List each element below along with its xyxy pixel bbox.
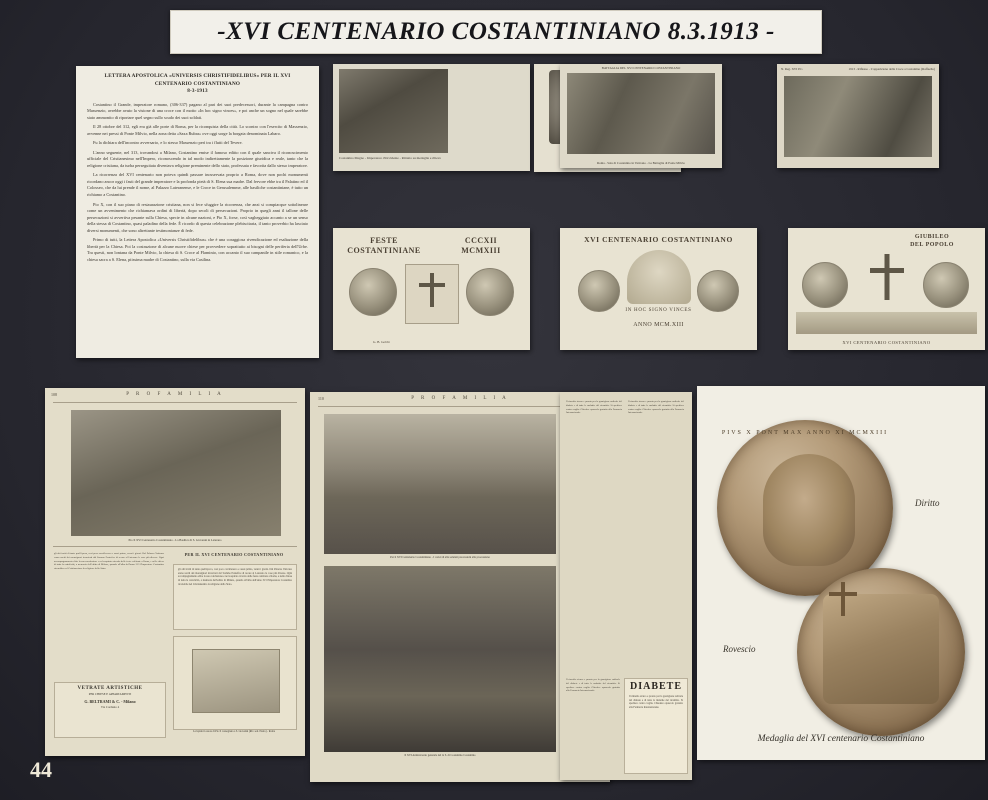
card1-cross-vertical [430, 273, 434, 307]
ad-sub2: G. BELTRAMI & C. - Milano [84, 698, 136, 704]
medal-reverse-cross-horizontal [829, 592, 857, 596]
mag-left-rule [53, 402, 297, 403]
magazine-page-pro-familia-108[interactable] [45, 388, 305, 756]
letter-heading [76, 66, 319, 100]
medal-reverse [797, 568, 965, 736]
card3-scene-image [796, 312, 977, 334]
card2-motto: IN HOC SIGNO VINCES [625, 308, 692, 313]
letter-paragraph: Pio X, con il suo piano di restaurazione cristiana, non si fece sfuggire la ricorrenza, che anzi si compiacque sottolineare come un avvenimento che richiamava ordini di libertà, dopo secoli di persecuzioni. Proprio in quegli anni il tallone delle persecuzioni si avvertiva pesante sulla Chiesa, specie in alcune nazioni, e Pio X, forse, così vagheggiato accanto a se un senso della stessa di Costantino, quasi paladino della fede. È ricordo di questa celebrazione plebiscitaria, il tanto proverbio ha lasciato diversi monumenti, che sono altrettante testimonianze di fede. [87, 201, 308, 233]
card3-title [895, 234, 969, 250]
card3-cross-vertical [884, 254, 889, 300]
card1-cross-horizontal [419, 283, 445, 287]
fresco-b-right-label: 1913 - Riflesso - L'apparizione della Croce a Costantino (Raffaello) [848, 67, 935, 71]
ad-sub3: Via Cordusio 4 [100, 705, 120, 710]
mag-left-advertisement[interactable] [54, 682, 166, 738]
mag-mid-photo-bottom [324, 566, 556, 752]
mag-left-plaque-caption: La lapide in onore di Pio X consegnata a S. Giovanni (Riv. sett. Pietro) - Roma [193, 730, 275, 733]
card1-title-line1: FESTE [370, 236, 398, 245]
card1-medallion-right [466, 268, 514, 316]
card3-medallion-left [802, 262, 848, 308]
mag-left-article-text: gli alti inviti di tante quell'epoca, così poco cavalleresco e assai primo, venni i giorni. Dal Palazzo Vaticano erano usciti dei monsignori incaricati dal Sommo Pontefice di recare al Laterano le cose più diverse. Ogni accompagnamento ebbe la sua conclusione e nel sospirato ricordo delle feste celebrate a Roma, e nelle chiese di tutta la cattolicità, a memoria dell'editto di Milano, quando all'alba dell'anno 313 l'Imperatore Costantino riconobbe nel Cristianesimo la religione dello Stato. [178, 568, 292, 586]
bas-relief-image [339, 69, 448, 153]
postcard-battle-of-milvian-bridge[interactable] [560, 64, 722, 168]
postcard-vision-of-the-cross[interactable] [777, 64, 939, 168]
mag-left-photo [71, 410, 281, 536]
bas-relief-caption: Costantino Magno - Imperatore d'Occidente - Ritratto su medaglia e rilievo [339, 156, 442, 160]
letter-paragraph: Costantino il Grande, imperatore romano, (306-337) pagano al pari dei suoi predecessori, durante la campagna contro Massenzio, avrebbe avuto la visione di una croce con il motto «In hoc signo vinces», e poi anche un sogno nel quale sarebbe stato ammonito di riportare quel segno sullo scudo dei suoi soldati. [87, 101, 308, 120]
mag-left-plaque-image [173, 636, 297, 730]
page-title-text: -XVI CENTENARIO COSTANTINIANO 8.3.1913 - [217, 18, 775, 45]
ad-title: VETRATE ARTISTICHE [77, 686, 143, 691]
letter-paragraph: Fu la dichiara dell'incontro avversario, e lo stesso Massenzio perì tra i flutti del Tevere. [93, 140, 243, 146]
card2-tiara-emblem [627, 250, 691, 304]
card1-title-line2: COSTANTINIANE [347, 246, 421, 255]
medal-plate-sheet[interactable] [697, 386, 985, 760]
card3-title-line1: GIUBILEO [914, 234, 950, 240]
letter-heading-line3: 8-3-1913 [187, 88, 208, 95]
medal-sheet-caption: Medaglia del XVI centenario Costantiniano [757, 734, 925, 744]
letter-paragraph: Il 28 ottobre del 312, egli era già alle porte di Roma, per la riconquista della città. Lo scontro con l'esercito di Massenzio, avvenne nei pressi di Ponte Milvio, nella zona detta «Saxa Rubra» ove oggi sorge la borgata denominata Labaro. [87, 124, 308, 136]
mag-mid-masthead: P R O F A M I L I A [411, 396, 509, 401]
card2-medallion-left [578, 270, 620, 312]
card1-center-panel [405, 264, 459, 324]
letter-paragraph: L'anno seguente, nel 313, trovandosi a Milano, Costantino emise il famoso editto con il quale sanciva il riconoscimento ufficiale del Cristianesimo nell'Impero, riconoscendo in tal modo indirettamente la posizione giuridica e reale, tanto che la religione cristiana, da turba perseguitata diventava religione preminente dello stato, professata e favorita dallo stesso imperatore. [87, 149, 308, 168]
right-col-text-c: Il rimedio sicuro e pronto per la guarigione radicale del diabete e di tutte le malattie del ricambio. Si spedisce contro vaglia. Chiedere opuscolo gratuito alla Farmacia Internazionale. [566, 678, 620, 693]
mag-left-photo-caption: Pio X XVI Centenario Costantiniano - La Basilica di S. Giovanni in Laterano [128, 538, 222, 542]
fresco-b-image [784, 76, 932, 157]
fresco-a-image [567, 73, 715, 154]
mag-mid-photo-top [324, 414, 556, 554]
card1-medallion-left [349, 268, 397, 316]
mag-left-page-number: 108 [51, 392, 57, 397]
right-col-text-a: Il rimedio sicuro e pronto per la guarigione radicale del diabete e di tutte le malattie del ricambio. Si spedisce contro vaglia. Chiedere opuscolo gratuito alla Farmacia Internazionale. [566, 400, 622, 415]
commemorative-card-feste-costantiniane[interactable] [333, 228, 530, 350]
postcard-constantine-bas-relief[interactable] [333, 64, 530, 171]
letter-heading-line1: LETTERA APOSTOLICA «UNIVERSIS CHRISTIFIDELIBUS» PER IL XVI [104, 73, 291, 79]
diabete-advertisement[interactable] [624, 678, 688, 774]
mag-left-column-text: gli alti inviti di tante quell'epoca, così poco cavalleresco e assai primo, venni i giorni. Dal Palazzo Vaticano erano usciti dei monsignori incaricati dal Sommo Pontefice di recare al Laterano le cose più diverse. Ogni accompagnamento ebbe la sua conclusione e nel sospirato ricordo delle feste celebrate a Roma, e nelle chiese di tutta la cattolicità, a memoria dell'editto di Milano, quando all'alba dell'anno 313 l'Imperatore Costantino riconobbe nel Cristianesimo la religione dello Stato. [54, 552, 164, 570]
fresco-b-labels [781, 67, 935, 71]
medal-obverse-profile [763, 454, 855, 566]
medal-reverse-cross-vertical [841, 582, 845, 616]
medal-obverse-legend: PIVS X PONT MAX ANNO XI MCMXIII [721, 430, 889, 436]
ad-sub1: PER CHIESE E APPARTAMENTI [88, 692, 132, 696]
plaque-inner [192, 649, 280, 713]
magazine-right-text-column[interactable] [560, 392, 692, 780]
fresco-a-bottom-label: Roma - Sala di Costantino in Vaticano - La Battaglia di Ponte Milvio [597, 161, 685, 165]
apostolic-letter-document[interactable] [76, 66, 319, 358]
diabete-ad-text: Il rimedio sicuro e pronto per la guarigione radicale del diabete e di tutte le malattie del ricambio. Si spedisce contro vaglia. Chiedere opuscolo gratuito alla Farmacia Internazionale. [629, 695, 683, 709]
card1-title-left [345, 236, 423, 256]
card1-title-right2: MCMXIII [461, 246, 501, 255]
card3-cross-horizontal [870, 268, 904, 273]
diabete-ad-title: DIABETE [629, 681, 682, 692]
card2-medallion-right [697, 270, 739, 312]
card1-title-right [446, 236, 516, 256]
medal-reverse-label: Rovescio [723, 644, 756, 654]
card3-medallion-right [923, 262, 969, 308]
mag-left-article-title: PER IL XVI CENTENARIO COSTANTINIANO [184, 552, 284, 557]
right-col-text-b: Il rimedio sicuro e pronto per la guarigione radicale del diabete e di tutte le malattie del ricambio. Si spedisce contro vaglia. Chiedere opuscolo gratuito alla Farmacia Internazionale. [628, 400, 684, 415]
mag-left-masthead: P R O F A M I L I A [126, 392, 224, 397]
page-title [170, 10, 822, 54]
commemorative-card-giubileo-del-popolo[interactable] [788, 228, 985, 350]
mag-mid-photo-top-caption: Per il XVI Centenario Costantiniano - I cortei di alle solenni processioni alla processione [390, 556, 490, 559]
card1-signature: G. B. Gobbi [373, 340, 390, 344]
medal-obverse-label: Diritto [915, 498, 940, 508]
letter-paragraph: Primo di tutti, la Lettera Apostolica «Universis Christifidelibus» che è una coraggiosa rivendicazione ed esaltazione della libertà per la Chiesa. Poi la costruzione di alcune nuove chiese per provvedere soprattutto ai bisogni delle periferia dell'Urbe. Tra questi, non lontana da Ponte Milvio, la chiesa di S. Croce al Flaminio, con accanto il suo campanile in stile romanico, e la chiesa sacra a S. Elena, piissima madre di Costantino, sulla via Casilina. [87, 237, 308, 262]
commemorative-card-xvi-centenario[interactable] [560, 228, 757, 350]
card1-title-right1: CCCXII [464, 236, 498, 245]
letter-heading-line2: CENTENARIO COSTANTINIANO [154, 80, 241, 87]
card2-subtitle: ANNO MCM.XIII [633, 322, 684, 328]
fresco-b-left-label: N. Reg. XVI P.C. [781, 67, 804, 71]
mag-left-rule2 [53, 546, 297, 547]
mag-mid-page-left: 110 [318, 396, 324, 401]
card3-title-line2: DEL POPOLO [910, 241, 954, 248]
fresco-a-top-label: BATTAGLIA DEL XVI CENTENARIO COSTANTINIANO [601, 66, 681, 70]
board-page-number: 44 [30, 757, 52, 782]
mag-left-article-body [173, 564, 297, 630]
card2-title: XVI CENTENARIO COSTANTINIANO [584, 235, 733, 244]
letter-body [76, 100, 319, 275]
mag-mid-photo-bottom-caption: Il XVI Anniversario generale del la S. di Costantino Costantino [404, 754, 476, 757]
letter-paragraph: La ricorrenza del XVI centenario non poteva quindi passare inosservata proprio a Roma, dove non pochi monumenti ricordano ancor oggi i fasti del grande imperatore e la profonda pietà di S. Elena sua madre. Dal fervore ebbe tra il Palatino ed il Colosseo, che da lui prende il nome, al Palazzo Lateranense, e le Croce in Gerusalemme, alle basiliche costantiniane, è tutto un richiamo a Costantino. [87, 172, 308, 197]
card3-subtitle: XVI CENTENARIO COSTANTINIANO [842, 340, 931, 345]
